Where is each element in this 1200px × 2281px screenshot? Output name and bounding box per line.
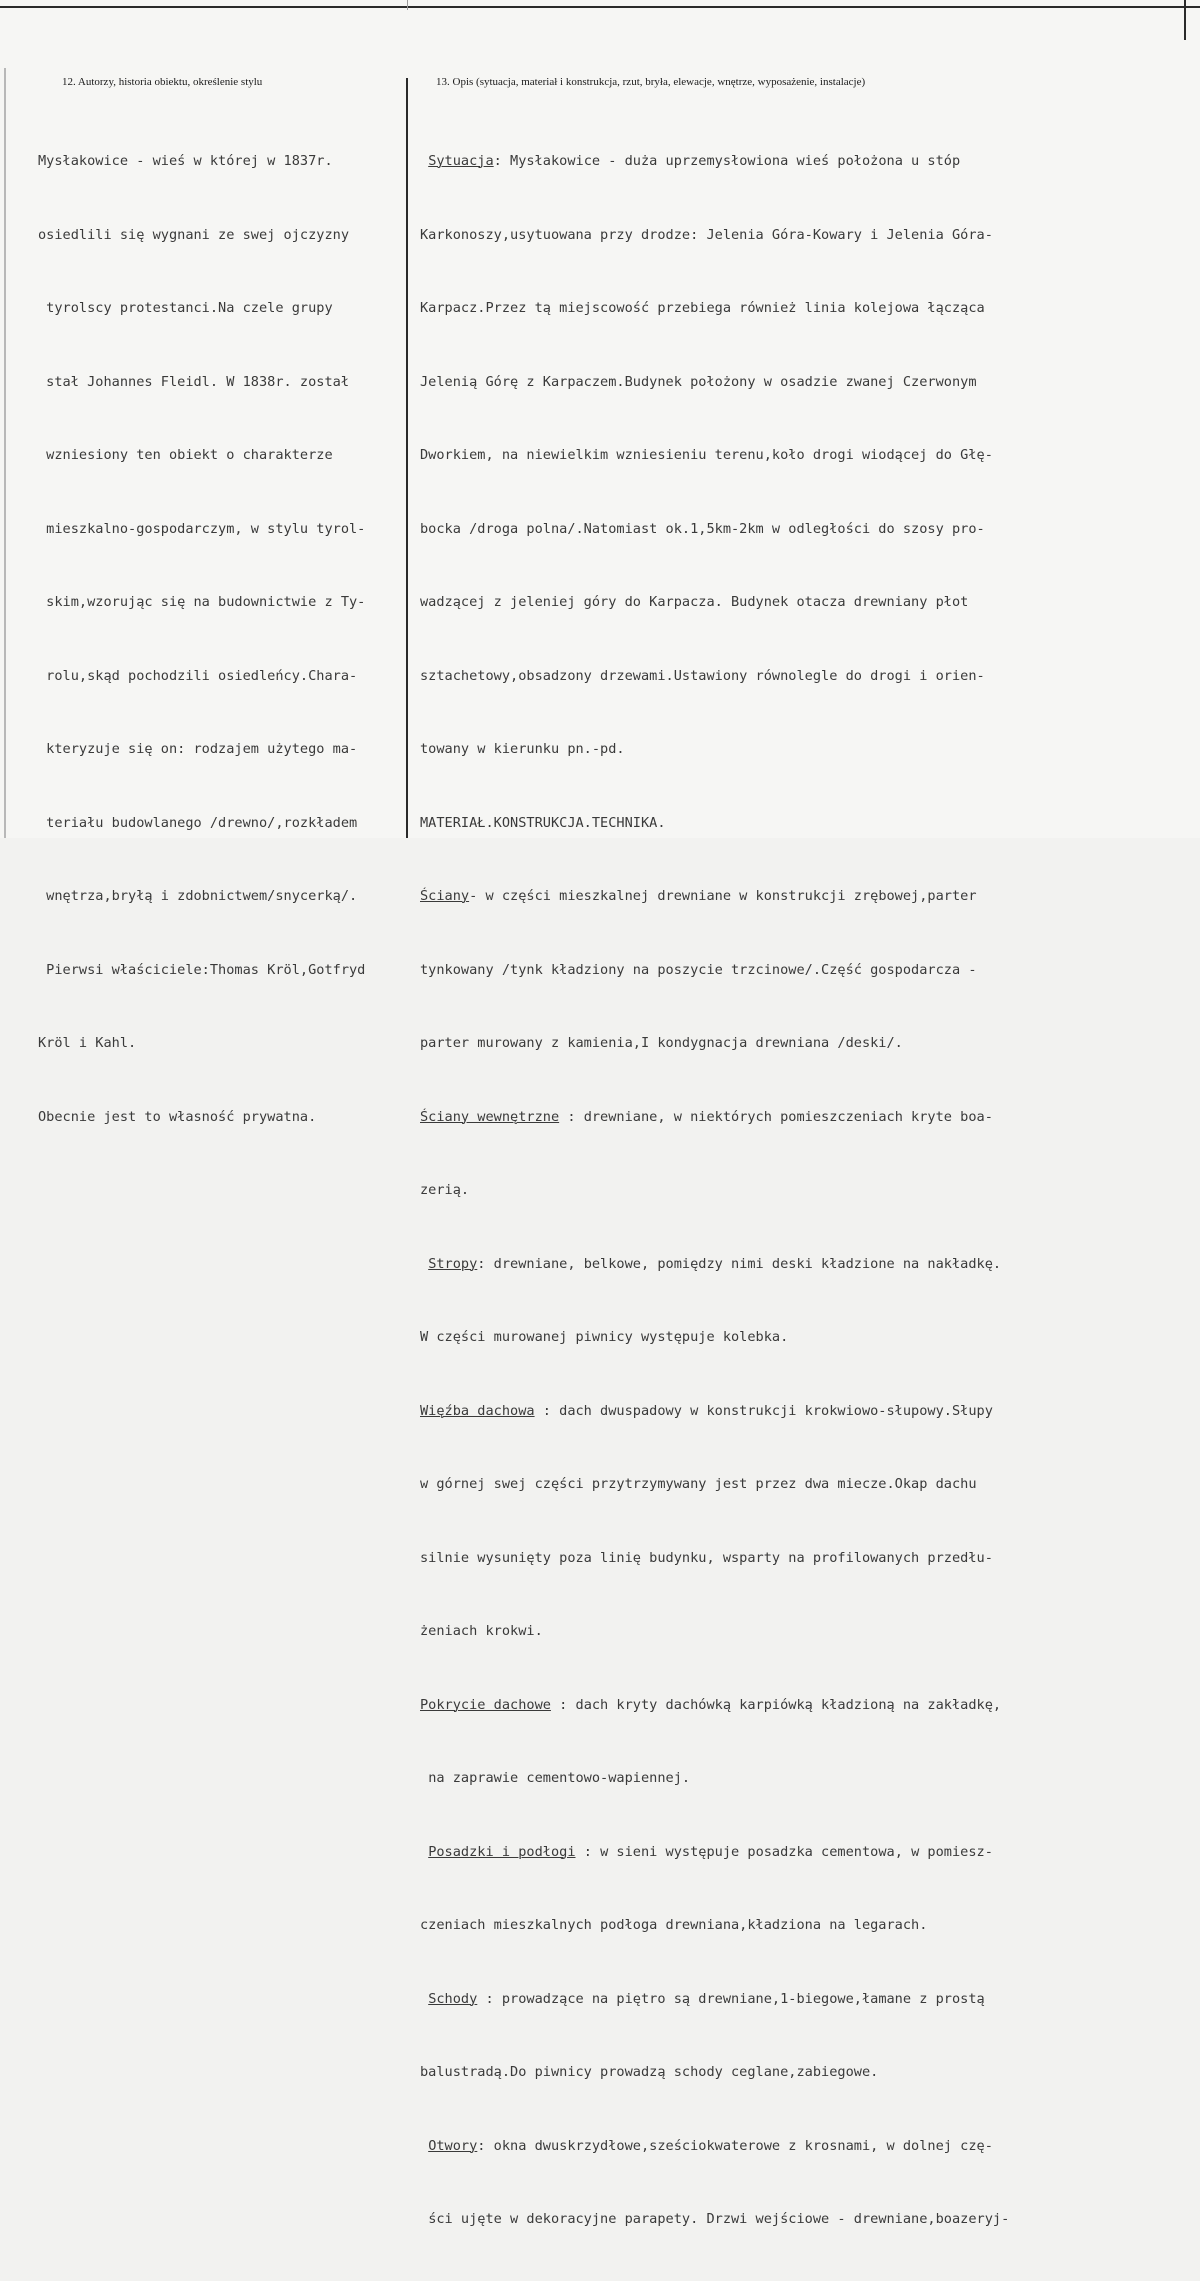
text-line: skim,wzorując się na budownictwie z Ty-	[38, 594, 366, 610]
authors-history-column	[38, 100, 400, 1178]
text-line: kteryzuje się on: rodzajem użytego ma-	[38, 741, 358, 757]
text-line: towany w kierunku pn.-pd.	[420, 741, 625, 757]
text-line	[420, 149, 1190, 174]
text-fragment: : dach dwuspadowy w konstrukcji krokwiowo-słupowy.Słupy	[534, 1402, 993, 1419]
text-line: Karkonoszy,usytuowana przy drodze: Jelenia Góra-Kowary i Jelenia Góra-	[420, 226, 993, 243]
text-line: czeniach mieszkalnych podłoga drewniana,kładziona na legarach.	[420, 1917, 928, 1933]
text-line: Dworkiem, na niewielkim wzniesieniu terenu,koło drogi wiodącej do Głę-	[420, 447, 993, 463]
text-line: Jelenią Górę z Karpaczem.Budynek położony w osadzie zwanej Czerwonym	[420, 373, 977, 390]
text-line	[420, 1766, 1190, 1791]
label-sytuacja: Sytuacja	[428, 153, 494, 169]
text-line: osiedlili się wygnani ze swej ojczyzny	[38, 226, 349, 243]
section-13-heading: 13. Opis (sytuacja, materiał i konstrukcja, rzut, bryła, elewacje, wnętrze, wyposażenie, instalacje)	[436, 76, 866, 88]
text-line	[420, 1693, 1190, 1718]
label-otwory: Otwory	[428, 2137, 478, 2154]
text-fragment: : dach kryty dachówką karpiówką kładzioną na zakładkę,	[550, 1696, 1002, 1713]
label-sciany-wewnetrzne: Ściany wewnętrzne	[420, 1108, 560, 1125]
label-sciany: Ściany	[420, 888, 470, 904]
label-schody: Schody	[428, 1990, 478, 2007]
text-line: Obecnie jest to własność prywatna.	[38, 1108, 317, 1125]
text-line: zerią.	[420, 1182, 470, 1198]
text-line: W części murowanej piwnicy występuje kolebka.	[420, 1329, 789, 1345]
text-line: sztachetowy,obsadzony drzewami.Ustawiony równolegle do drogi i orien-	[420, 667, 985, 684]
text-fragment: na zaprawie cementowo-wapiennej.	[428, 1770, 691, 1786]
text-fragment: : prowadzące na piętro są drewniane,1-biegowe,łamane z prostą	[477, 1990, 985, 2007]
text-fragment: : okna dwuskrzydłowe,sześciokwaterowe z krosnami, w dolnej czę-	[477, 2137, 993, 2154]
section-title-material: MATERIAŁ.KONSTRUKCJA.TECHNIKA.	[420, 814, 666, 831]
right-corner-mark	[1184, 0, 1186, 40]
text-line	[420, 1105, 1190, 1130]
text-fragment: - w części mieszkalnej drewniane w konstrukcji zrębowej,parter	[469, 888, 977, 904]
text-line: mieszkalno-gospodarczym, w stylu tyrol-	[38, 520, 366, 537]
text-line: tyrolscy protestanci.Na czele grupy	[38, 300, 333, 316]
text-fragment: : w sieni występuje posadzka cementowa, w pomiesz-	[575, 1843, 993, 1860]
section-12-heading: 12. Autorzy, historia obiektu, określenie stylu	[62, 76, 263, 88]
text-line	[420, 1840, 1190, 1865]
text-fragment: : Mysłakowice - duża uprzemysłowiona wieś położona u stóp	[493, 153, 961, 169]
text-line: Kröl i Kahl.	[38, 1035, 137, 1051]
description-column	[420, 100, 1190, 2281]
text-line: teriału budowlanego /drewno/,rozkładem	[38, 814, 358, 831]
text-line: balustradą.Do piwnicy prowadzą schody ceglane,zabiegowe.	[420, 2064, 879, 2080]
text-line	[420, 1399, 1190, 1424]
top-border-line	[0, 6, 1200, 8]
text-fragment: : drewniane, w niektórych pomieszczeniach kryte boa-	[559, 1108, 993, 1125]
text-line	[420, 1987, 1190, 2012]
label-stropy: Stropy	[428, 1255, 478, 1272]
text-line: rolu,skąd pochodzili osiedleńcy.Chara-	[38, 667, 358, 684]
text-line: Mysłakowice - wieś w której w 1837r.	[38, 153, 333, 169]
text-line: Karpacz.Przez tą miejscowość przebiega również linia kolejowa łącząca	[420, 300, 985, 316]
text-line: parter murowany z kamienia,I kondygnacja drewniana /deski/.	[420, 1035, 903, 1051]
text-line	[420, 2207, 1190, 2232]
text-line: tynkowany /tynk kładziony na poszycie trzcinowe/.Część gospodarcza -	[420, 961, 977, 978]
text-line: wnętrza,bryłą i zdobnictwem/snycerką/.	[38, 888, 358, 904]
column-divider-top	[407, 0, 408, 10]
left-edge-line	[4, 68, 6, 838]
text-line	[420, 2134, 1190, 2159]
text-fragment: : drewniane, belkowe, pomiędzy nimi deski kładzione na nakładkę.	[477, 1255, 1002, 1272]
text-line: w górnej swej części przytrzymywany jest przez dwa miecze.Okap dachu	[420, 1476, 977, 1492]
text-fragment: ści ujęte w dekoracyjne parapety. Drzwi wejściowe - drewniane,boazeryj-	[428, 2211, 1010, 2227]
text-line: bocka /droga polna/.Natomiast ok.1,5km-2km w odległości do szosy pro-	[420, 520, 985, 537]
text-line: wzniesiony ten obiekt o charakterze	[38, 447, 333, 463]
text-line	[420, 884, 1190, 909]
label-wiezba-dachowa: Więźba dachowa	[420, 1402, 535, 1419]
column-divider	[406, 78, 408, 838]
text-line: stał Johannes Fleidl. W 1838r. został	[38, 373, 349, 390]
text-line: Pierwsi właściciele:Thomas Kröl,Gotfryd	[38, 961, 366, 978]
label-pokrycie-dachowe: Pokrycie dachowe	[420, 1696, 551, 1713]
text-line: silnie wysunięty poza linię budynku, wsparty na profilowanych przedłu-	[420, 1549, 993, 1566]
text-line	[420, 1252, 1190, 1277]
label-posadzki-i-podlogi: Posadzki i podłogi	[428, 1843, 576, 1860]
text-line: wadzącej z jeleniej góry do Karpacza. Budynek otacza drewniany płot	[420, 594, 969, 610]
text-line: żeniach krokwi.	[420, 1623, 543, 1639]
